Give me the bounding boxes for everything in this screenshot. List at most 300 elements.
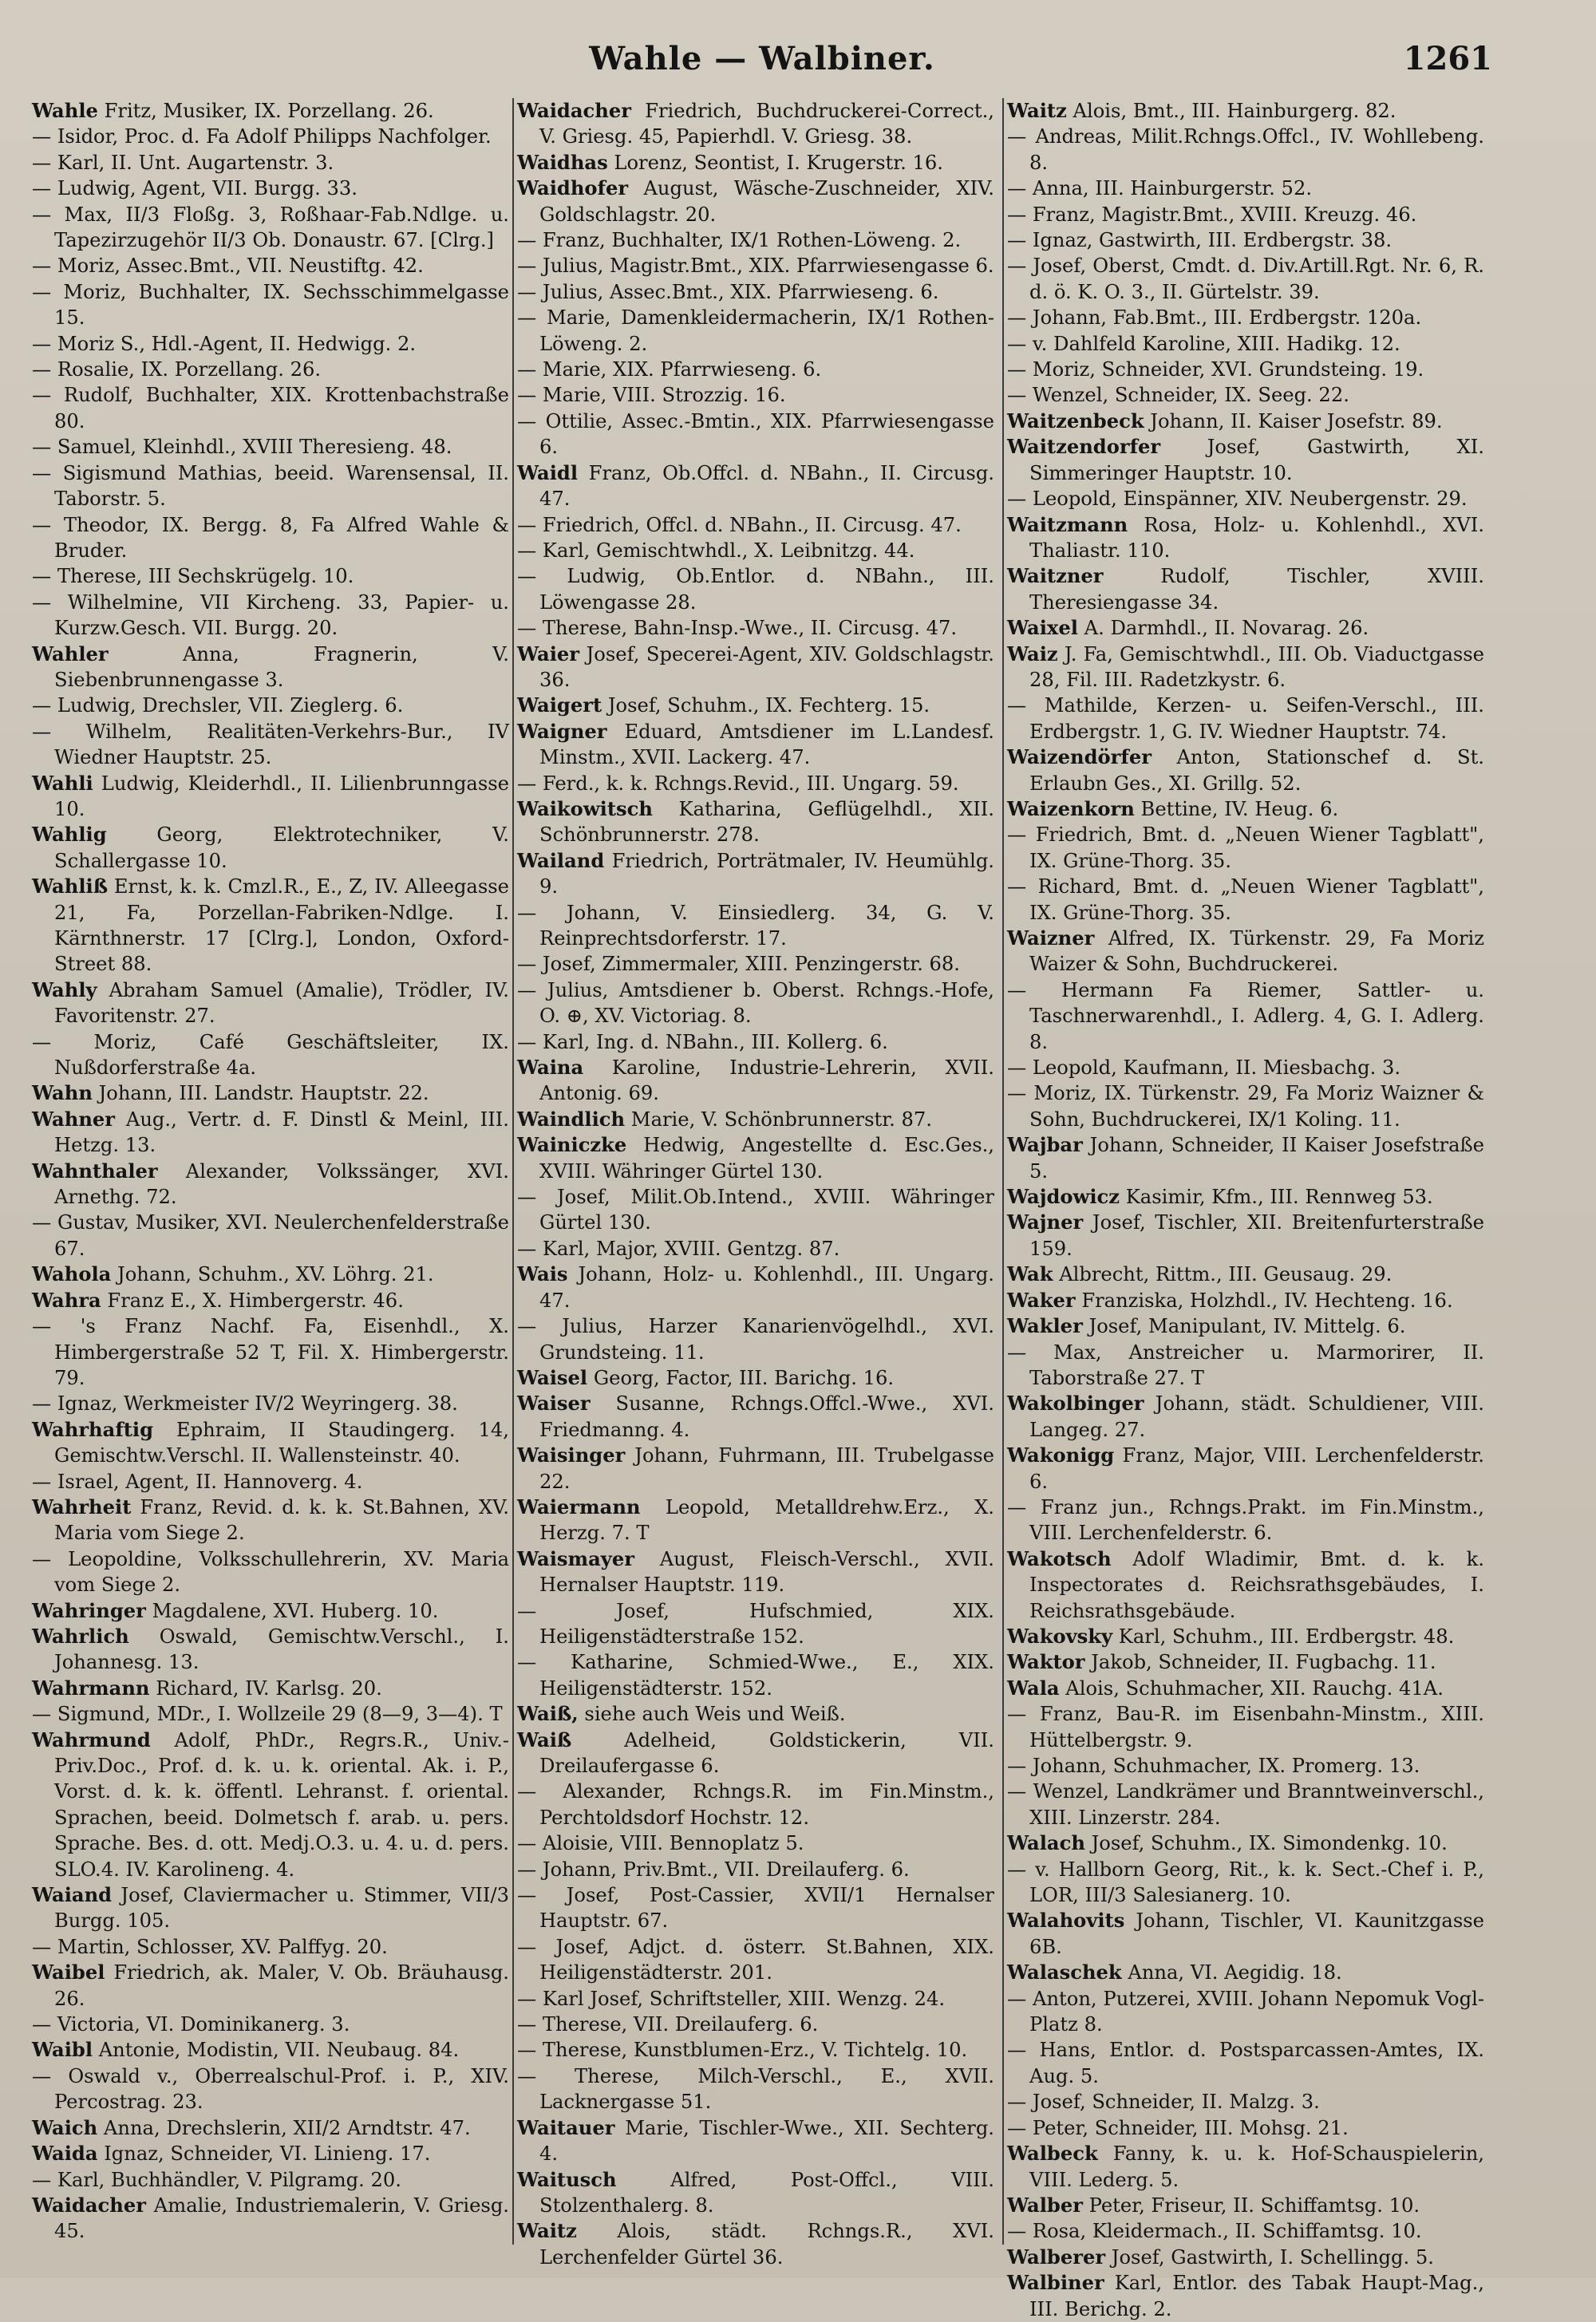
directory-entry — [1007, 563, 1484, 615]
entry-details: Adelheid, Goldstickerin, VII. Dreilaufergasse 6. — [539, 1728, 994, 1777]
entry-surname: Waismayer — [517, 1546, 634, 1570]
directory-entry — [1007, 512, 1484, 564]
entry-details: Peter, Friseur, II. Schiffamtsg. 10. — [1082, 2194, 1420, 2217]
entry-details: Katharina, Geflügelhdl., XII. Schönbrunnerstr. 278. — [539, 797, 994, 847]
entry-details: Johann, Tischler, VI. Kaunitzgasse 6B. — [1029, 1909, 1484, 1958]
entry-surname: Waitzner — [1007, 564, 1104, 588]
entry-surname: Wahnthaler — [32, 1159, 158, 1183]
directory-entry — [1007, 382, 1484, 408]
entry-surname: Waitzendorfer — [1007, 435, 1161, 459]
entry-details: August, Fleisch-Verschl., XVII. Hernalser Hauptstr. 119. — [539, 1547, 994, 1597]
directory-entry — [32, 2063, 509, 2115]
entry-details: Karl, Schuhm., III. Erdbergstr. 48. — [1112, 1625, 1455, 1648]
entry-details: — Johann, V. Einsiedlerg. 34, G. V. Reinprechtsdorferstr. 17. — [517, 901, 994, 950]
directory-entry — [1007, 615, 1484, 641]
directory-entry — [517, 357, 994, 382]
entry-details: — Johann, Priv.Bmt., VII. Dreilauferg. 6. — [517, 1858, 910, 1881]
entry-details: — Josef, Hufschmied, XIX. Heiligenstädterstraße 152. — [517, 1599, 994, 1648]
entry-details: — Katharine, Schmied-Wwe., E., XIX. Heiligenstädterstr. 152. — [517, 1651, 994, 1700]
entry-details: Alfred, IX. Türkenstr. 29, Fa Moriz Waizer & Sohn, Buchdruckerei. — [1029, 927, 1484, 976]
directory-entry — [1007, 1055, 1484, 1080]
entry-surname: Wakler — [1007, 1314, 1083, 1338]
entry-details: — Ignaz, Werkmeister IV/2 Weyringerg. 38. — [32, 1392, 458, 1416]
entry-details: — Leopold, Kaufmann, II. Miesbachg. 3. — [1007, 1056, 1401, 1080]
directory-entry — [1007, 227, 1484, 253]
entry-details: Georg, Elektrotechniker, V. Schallergasse 10. — [54, 823, 509, 872]
directory-entry — [32, 1701, 509, 1727]
entry-details: — Martin, Schlosser, XV. Palffyg. 20. — [32, 1935, 388, 1958]
entry-surname: Waier — [517, 642, 580, 665]
entry-details: Alois, städt. Rchngs.R., XVI. Lerchenfelder Gürtel 36. — [539, 2220, 994, 2269]
entry-surname: Waktor — [1007, 1650, 1085, 1674]
entry-surname: Waiermann — [517, 1495, 641, 1518]
entry-details: J. Fa, Gemischtwhdl., III. Ob. Viaductgasse 28, Fil. III. Radetzkystr. 6. — [1029, 642, 1484, 691]
entry-surname: Waidhas — [517, 150, 608, 174]
directory-entry — [32, 357, 509, 382]
entry-details: — Gustav, Musiker, XVI. Neulerchenfelderstraße 67. — [32, 1211, 509, 1260]
directory-entry — [517, 2012, 994, 2037]
directory-entry — [517, 1546, 994, 1598]
entry-details: — Oswald v., Oberrealschul-Prof. i. P., XIV. Percostrag. 23. — [32, 2064, 509, 2114]
entry-details: Josef, Schuhm., IX. Simondenkg. 10. — [1084, 1832, 1448, 1855]
directory-entry — [1007, 1649, 1484, 1675]
entry-details: Ernst, k. k. Cmzl.R., E., Z, IV. Alleegasse 21, Fa, Porzellan-Fabriken-Ndlge. I. Kärnthnerstr. 17 [Clrg.], London, Oxford-Street 88. — [54, 875, 509, 976]
directory-entry — [32, 1598, 509, 1624]
entry-details: — Moriz S., Hdl.-Agent, II. Hedwigg. 2. — [32, 332, 417, 355]
directory-entry — [32, 124, 509, 149]
directory-entry — [1007, 1391, 1484, 1443]
entry-surname: Waizner — [1007, 926, 1095, 950]
directory-entry — [1007, 822, 1484, 874]
directory-entry — [1007, 693, 1484, 744]
directory-entry — [517, 460, 994, 512]
directory-entry — [517, 538, 994, 563]
entry-surname: Waibl — [32, 2038, 93, 2062]
entry-details: — Max, II/3 Floßg. 3, Roßhaar-Fab.Ndlge. u. Tapezirzugehör II/3 Ob. Donaustr. 67. [Clrg.] — [32, 203, 509, 252]
entry-details: Oswald, Gemischtw.Verschl., I. Johannesg. 13. — [54, 1625, 509, 1674]
directory-entry — [517, 1055, 994, 1107]
directory-entry — [32, 382, 509, 434]
directory-entry — [517, 977, 994, 1029]
directory-entry — [32, 2037, 509, 2063]
entry-details: — Anton, Putzerei, XVIII. Johann Nepomuk Vogl-Platz 8. — [1007, 1987, 1484, 2036]
directory-entry — [1007, 1753, 1484, 1779]
entry-details: Hedwig, Angestellte d. Esc.Ges., XVIII. Währinger Gürtel 130. — [539, 1134, 994, 1183]
directory-entry — [32, 822, 509, 874]
entry-details: Alexander, Volkssänger, XVI. Arnethg. 72. — [54, 1159, 509, 1209]
entry-details: — Therese, Milch-Verschl., E., XVII. Lacknergasse 51. — [517, 2064, 994, 2114]
entry-details: — Moriz, Café Geschäftsleiter, IX. Nußdorferstraße 4a. — [32, 1030, 509, 1080]
directory-entry — [1007, 1080, 1484, 1132]
directory-entry — [1007, 977, 1484, 1055]
entry-details: Friedrich, Porträtmaler, IV. Heumühlg. 9. — [539, 849, 994, 898]
directory-entry — [32, 331, 509, 357]
directory-entry — [517, 642, 994, 693]
directory-entry — [1007, 1701, 1484, 1753]
column-divider — [512, 98, 514, 2245]
entry-details: Johann, Schuhm., XV. Löhrg. 21. — [111, 1263, 434, 1286]
directory-entry — [517, 1934, 994, 1986]
entry-details: Johann, III. Landstr. Hauptstr. 22. — [92, 1082, 429, 1105]
entry-surname: Waiz — [1007, 642, 1058, 665]
directory-entry — [1007, 1210, 1484, 1262]
entry-surname: Wailand — [517, 848, 605, 872]
directory-entry — [517, 1391, 994, 1443]
directory-entry — [32, 642, 509, 693]
entry-details: Bettine, IV. Heug. 6. — [1134, 797, 1339, 820]
directory-entry — [1007, 305, 1484, 330]
entry-details: Anna, Fragnerin, V. Siebenbrunnengasse 3. — [54, 642, 509, 691]
directory-entry — [32, 1728, 509, 1882]
directory-entry — [1007, 1495, 1484, 1546]
directory-entry — [1007, 1546, 1484, 1624]
entry-surname: Waker — [1007, 1288, 1076, 1312]
directory-entry — [32, 1262, 509, 1287]
entry-details: — Therese, Bahn-Insp.-Wwe., II. Circusg. 47. — [517, 617, 958, 640]
directory-entry — [517, 409, 994, 460]
directory-entry — [1007, 1908, 1484, 1960]
directory-entry — [32, 771, 509, 823]
entry-details: — Josef, Schneider, II. Malzg. 3. — [1007, 2091, 1320, 2114]
entry-details: — Julius, Harzer Kanarienvögelhdl., XVI. Grundsteing. 11. — [517, 1315, 994, 1364]
entry-surname: Wahner — [32, 1107, 116, 1131]
entry-details: Josef, Gastwirth, I. Schellingg. 5. — [1105, 2245, 1434, 2269]
entry-surname: Wahola — [32, 1262, 112, 1286]
directory-entry — [32, 1288, 509, 1313]
directory-entry — [32, 279, 509, 331]
directory-entry — [1007, 1443, 1484, 1495]
entry-surname: Waiß, — [517, 1702, 579, 1726]
entry-details: — Rudolf, Buchhalter, XIX. Krottenbachstraße 80. — [32, 384, 509, 432]
entry-details: — Julius, Magistr.Bmt., XIX. Pfarrwiesengasse 6. — [517, 255, 994, 278]
entry-details: Ignaz, Schneider, VI. Linieng. 17. — [97, 2142, 431, 2166]
directory-entry — [1007, 1132, 1484, 1184]
directory-entry — [517, 848, 994, 900]
directory-entry — [1007, 1676, 1484, 1701]
directory-entry — [1007, 486, 1484, 511]
directory-entry — [32, 1882, 509, 1934]
entry-details: — Wilhelm, Realitäten-Verkehrs-Bur., IV Wiedner Hauptstr. 25. — [32, 720, 509, 769]
entry-details: Susanne, Rchngs.Offcl.-Wwe., XVI. Friedmanng. 4. — [539, 1392, 994, 1441]
directory-entry — [517, 2218, 994, 2270]
column-2 — [517, 98, 994, 2269]
directory-entry — [32, 2115, 509, 2141]
entry-details: — Therese, III Sechskrügelg. 10. — [32, 565, 354, 588]
entry-details: Antonie, Modistin, VII. Neubaug. 84. — [93, 2039, 460, 2062]
directory-entry — [32, 1546, 509, 1598]
entry-details: Franziska, Holzhdl., IV. Hechteng. 16. — [1075, 1289, 1453, 1312]
directory-entry — [517, 1236, 994, 1262]
directory-entry — [517, 563, 994, 615]
entry-details: — Mathilde, Kerzen- u. Seifen-Verschl., III. Erdbergstr. 1, G. IV. Wiedner Hauptstr. 74. — [1007, 694, 1484, 743]
directory-entry — [517, 1107, 994, 1132]
directory-entry — [1007, 1340, 1484, 1392]
directory-entry — [517, 305, 994, 357]
entry-surname: Waixel — [1007, 616, 1078, 640]
directory-entry — [1007, 1986, 1484, 2038]
entry-surname: Walberer — [1007, 2245, 1106, 2269]
entry-details: Kasimir, Kfm., III. Rennweg 53. — [1120, 1186, 1433, 1209]
directory-entry — [517, 176, 994, 227]
directory-entry — [517, 150, 994, 176]
entry-details: Anna, Drechslerin, XII/2 Arndtstr. 47. — [97, 2116, 471, 2139]
entry-details: — Karl, Buchhändler, V. Pilgramg. 20. — [32, 2168, 401, 2191]
entry-details: Johann, Holz- u. Kohlenhdl., III. Ungarg. 47. — [539, 1263, 994, 1312]
entry-surname: Walbeck — [1007, 2142, 1098, 2166]
entry-surname: Waidl — [517, 460, 579, 484]
entry-surname: Wahrheit — [32, 1495, 132, 1518]
directory-entry — [32, 1469, 509, 1495]
directory-entry — [517, 1649, 994, 1701]
entry-details: Rudolf, Tischler, XVIII. Theresiengasse 34. — [1029, 565, 1484, 614]
entry-details: — Marie, XIX. Pfarrwieseng. 6. — [517, 358, 822, 381]
entry-details: — Franz, Magistr.Bmt., XVIII. Kreuzg. 46. — [1007, 203, 1417, 226]
entry-details: Friedrich, ak. Maler, V. Ob. Bräuhausg. 26. — [54, 1961, 509, 2010]
entry-details: Leopold, Metalldrehw.Erz., X. Herzg. 7. T — [539, 1495, 994, 1545]
entry-details: — Wilhelmine, VII Kircheng. 33, Papier- u. Kurzw.Gesch. VII. Burgg. 20. — [32, 590, 509, 640]
directory-entry — [1007, 926, 1484, 977]
entry-details: Adolf, PhDr., Regrs.R., Univ.-Priv.Doc., Prof. d. k. u. k. oriental. Ak. i. P., Vorst. d. k. k. öffentl. Lehranst. f. oriental. Sprachen, beeid. Dolmetsch f. arab. u. pers. Sprache. Bes. d. ott. Medj.O.3. u. 4. u. d. pers. SLO.4. IV. Karolineng. 4. — [54, 1728, 509, 1881]
directory-entry — [1007, 2193, 1484, 2218]
directory-entry — [32, 1676, 509, 1701]
directory-entry — [517, 98, 994, 150]
entry-details: Adolf Wladimir, Bmt. d. k. k. Inspectorates d. Reichsrathsgebäudes, I. Reichsrathsgebäude. — [1029, 1547, 1484, 1622]
entry-surname: Wahly — [32, 977, 97, 1001]
entry-details: — Andreas, Milit.Rchngs.Offcl., IV. Wohllebeng. 8. — [1007, 125, 1484, 174]
directory-entry — [517, 2167, 994, 2219]
entry-details: Fanny, k. u. k. Hof-Schauspielerin, VIII. Lederg. 5. — [1029, 2142, 1484, 2191]
entry-details: Ludwig, Kleiderhdl., II. Lilienbrunngasse 10. — [54, 772, 509, 820]
entry-details: — Samuel, Kleinhdl., XVIII Theresieng. 48. — [32, 436, 452, 459]
entry-details: — Karl, Gemischtwhdl., X. Leibnitzg. 44. — [517, 539, 915, 562]
entry-details: Lorenz, Seontist, I. Krugerstr. 16. — [607, 151, 943, 174]
directory-entry — [517, 771, 994, 796]
directory-entry — [32, 2167, 509, 2193]
entry-surname: Wahrmund — [32, 1728, 151, 1751]
entry-details: Anna, VI. Aegidig. 18. — [1121, 1961, 1342, 1984]
entry-surname: Wakovsky — [1007, 1624, 1113, 1648]
directory-entry — [517, 951, 994, 977]
directory-entry — [32, 590, 509, 642]
page-header — [32, 40, 1492, 88]
entry-surname: Waich — [32, 2115, 98, 2139]
entry-surname: Walber — [1007, 2193, 1083, 2217]
entry-details: — Friedrich, Offcl. d. NBahn., II. Circusg. 47. — [517, 513, 962, 536]
directory-entry — [517, 1495, 994, 1546]
entry-surname: Wahrlich — [32, 1624, 129, 1648]
entry-details: Anton, Stationschef d. St. Erlaubn Ges., XI. Grillg. 52. — [1029, 746, 1484, 795]
directory-entry — [32, 98, 509, 124]
directory-entry — [32, 1960, 509, 2012]
directory-entry — [517, 1598, 994, 1650]
directory-entry — [1007, 2115, 1484, 2141]
entry-details: — Karl, Major, XVIII. Gentzg. 87. — [517, 1237, 840, 1260]
entry-details: — Johann, Schuhmacher, IX. Promerg. 13. — [1007, 1755, 1420, 1777]
entry-details: A. Darmhdl., II. Novarag. 26. — [1077, 617, 1369, 640]
directory-entry — [1007, 1960, 1484, 1985]
directory-entry — [1007, 874, 1484, 926]
entry-surname: Wahra — [32, 1288, 101, 1312]
directory-entry — [517, 1830, 994, 1856]
entry-surname: Wakolbinger — [1007, 1392, 1144, 1416]
directory-entry — [1007, 1857, 1484, 1909]
entry-details: Johann, II. Kaiser Josefstr. 89. — [1144, 409, 1443, 432]
entry-details: Karl, Entlor. des Tabak Haupt-Mag., III. Berichg. 2. — [1029, 2272, 1484, 2320]
directory-entry — [517, 1132, 994, 1184]
entry-details: Marie, V. Schönbrunnerstr. 87. — [625, 1108, 932, 1131]
entry-surname: Waisel — [517, 1365, 588, 1389]
directory-entry — [1007, 2037, 1484, 2089]
entry-surname: Waikowitsch — [517, 796, 653, 820]
entry-details: Franz E., X. Himbergerstr. 46. — [101, 1289, 404, 1312]
directory-entry — [1007, 2270, 1484, 2322]
entry-details: — Moriz, Assec.Bmt., VII. Neustiftg. 42. — [32, 255, 424, 278]
entry-details: — 's Franz Nachf. Fa, Eisenhdl., X. Himbergerstraße 52 T, Fil. X. Himbergerstr. 79. — [32, 1315, 509, 1389]
entry-details: — Victoria, VI. Dominikanerg. 3. — [32, 2013, 350, 2036]
entry-details: — Therese, VII. Dreilauferg. 6. — [517, 2013, 819, 2036]
directory-entry — [517, 1313, 994, 1365]
directory-entry — [517, 1779, 994, 1830]
directory-entry — [32, 1313, 509, 1391]
entry-surname: Wahrmann — [32, 1676, 150, 1700]
directory-entry — [517, 1262, 994, 1313]
entry-details: — Josef, Oberst, Cmdt. d. Div.Artill.Rgt. Nr. 6, R. d. ö. K. O. 3., II. Gürtelstr. 39. — [1007, 255, 1484, 303]
directory-entry — [517, 1029, 994, 1055]
directory-entry — [32, 1080, 509, 1106]
entry-surname: Waizenkorn — [1007, 796, 1135, 820]
entry-surname: Waisinger — [517, 1443, 626, 1467]
entry-details: Fritz, Musiker, IX. Porzellang. 26. — [97, 100, 434, 122]
entry-details: — Moriz, Buchhalter, IX. Sechsschimmelgasse 15. — [32, 280, 509, 330]
entry-surname: Waidhofer — [517, 176, 629, 200]
entry-surname: Waiser — [517, 1392, 591, 1416]
directory-entry — [32, 874, 509, 977]
directory-entry — [517, 1986, 994, 2012]
entry-surname: Wala — [1007, 1676, 1060, 1700]
directory-entry — [1007, 1779, 1484, 1830]
directory-entry — [1007, 1262, 1484, 1287]
page-number: 1261 — [1403, 40, 1492, 77]
entry-details: Alfred, Post-Offcl., VIII. Stolzenthalerg. 8. — [539, 2168, 994, 2217]
entry-details: Ephraim, II Staudingerg. 14, Gemischtw.Verschl. II. Wallensteinstr. 40. — [54, 1418, 509, 1467]
entry-details: — Leopoldine, Volksschullehrerin, XV. Maria vom Siege 2. — [32, 1547, 509, 1597]
entry-details: — Moriz, Schneider, XVI. Grundsteing. 19. — [1007, 358, 1424, 381]
entry-details: Eduard, Amtsdiener im L.Landesf. Minstm., XVII. Lackerg. 47. — [539, 720, 994, 769]
entry-details: — Franz, Buchhalter, IX/1 Rothen-Löweng. 2. — [517, 229, 962, 252]
directory-entry — [1007, 124, 1484, 176]
entry-details: — Richard, Bmt. d. „Neuen Wiener Tagblatt", IX. Grüne-Thorg. 35. — [1007, 875, 1484, 924]
directory-entry — [32, 693, 509, 718]
entry-details: Alois, Bmt., III. Hainburgerg. 82. — [1066, 100, 1396, 122]
entry-surname: Wahli — [32, 771, 93, 795]
directory-entry — [32, 460, 509, 512]
column-1 — [32, 98, 509, 2253]
entry-details: — Ferd., k. k. Rchngs.Revid., III. Ungarg. 59. — [517, 772, 959, 795]
entry-surname: Wakonigg — [1007, 1443, 1115, 1467]
entry-details: — Ottilie, Assec.-Bmtin., XIX. Pfarrwiesengasse 6. — [517, 409, 994, 459]
directory-entry — [32, 1934, 509, 1960]
directory-entry — [517, 1365, 994, 1391]
directory-entry — [32, 2193, 509, 2245]
entry-details: Alois, Schuhmacher, XII. Rauchg. 41A. — [1059, 1676, 1444, 1700]
entry-details: — Ignaz, Gastwirth, III. Erdbergstr. 38. — [1007, 229, 1393, 252]
entry-details: — Anna, III. Hainburgerstr. 52. — [1007, 177, 1313, 200]
directory-entry — [32, 2141, 509, 2166]
entry-surname: Wahn — [32, 1081, 93, 1105]
entry-details: Josef, Manipulant, IV. Mittelg. 6. — [1082, 1315, 1406, 1338]
directory-entry — [32, 202, 509, 254]
directory-entry — [32, 512, 509, 564]
directory-entry — [1007, 744, 1484, 796]
directory-entry — [517, 693, 994, 718]
directory-entry — [32, 150, 509, 176]
entry-details: Abraham Samuel (Amalie), Trödler, IV. Favoritenstr. 27. — [54, 978, 509, 1028]
directory-entry — [32, 176, 509, 201]
directory-entry — [1007, 202, 1484, 227]
entry-details: — Rosa, Kleidermach., II. Schiffamtsg. 10. — [1007, 2220, 1422, 2243]
entry-details: Marie, Tischler-Wwe., XII. Sechterg. 4. — [539, 2116, 994, 2166]
entry-surname: Walahovits — [1007, 1909, 1125, 1933]
entry-details: Josef, Schuhm., IX. Fechterg. 15. — [602, 694, 930, 717]
directory-entry — [517, 719, 994, 771]
entry-details: — Peter, Schneider, III. Mohsg. 21. — [1007, 2116, 1349, 2139]
entry-surname: Waizendörfer — [1007, 745, 1152, 769]
entry-details: — Rosalie, IX. Porzellang. 26. — [32, 358, 322, 381]
entry-details: Johann, städt. Schuldiener, VIII. Langeg. 27. — [1029, 1392, 1484, 1441]
entry-details: Georg, Factor, III. Barichg. 16. — [587, 1366, 895, 1389]
directory-entry — [1007, 176, 1484, 201]
directory-entry — [517, 1184, 994, 1236]
directory-entry — [32, 2012, 509, 2037]
entry-surname: Waitz — [517, 2219, 577, 2243]
entry-surname: Wahler — [32, 642, 109, 665]
directory-entry — [32, 253, 509, 278]
entry-surname: Wajner — [1007, 1210, 1084, 1234]
entry-details: — Franz, Bau-R. im Eisenbahn-Minstm., XIII. Hüttelbergstr. 9. — [1007, 1703, 1484, 1751]
entry-details: Friedrich, Buchdruckerei-Correct., V. Griesg. 45, Papierhdl. V. Griesg. 38. — [539, 100, 994, 148]
entry-surname: Wajdowicz — [1007, 1185, 1120, 1209]
directory-entry — [1007, 331, 1484, 357]
entry-details: — Josef, Milit.Ob.Intend., XVIII. Währinger Gürtel 130. — [517, 1186, 994, 1234]
entry-details: August, Wäsche-Zuschneider, XIV. Goldschlagstr. 20. — [539, 177, 994, 226]
entry-surname: Walach — [1007, 1831, 1085, 1855]
entry-surname: Waigert — [517, 693, 602, 717]
entry-surname: Walbiner — [1007, 2271, 1104, 2295]
directory-entry — [32, 1159, 509, 1210]
directory-entry — [1007, 434, 1484, 486]
entry-surname: Wak — [1007, 1262, 1053, 1286]
entry-details: — Aloisie, VIII. Bennoplatz 5. — [517, 1832, 804, 1855]
directory-entry — [1007, 2245, 1484, 2270]
entry-details: Josef, Tischler, XII. Breitenfurterstraße 159. — [1029, 1211, 1484, 1260]
entry-details: — Josef, Post-Cassier, XVII/1 Hernalser Hauptstr. 67. — [517, 1884, 994, 1933]
directory-entry — [32, 1495, 509, 1546]
entry-surname: Waibel — [32, 1961, 105, 1984]
entry-surname: Wahlig — [32, 823, 107, 847]
entry-details: — Josef, Zimmermaler, XIII. Penzingerstr. 68. — [517, 953, 960, 976]
directory-entry — [517, 512, 994, 538]
entry-details: — Therese, Kunstblumen-Erz., V. Tichtelg. 10. — [517, 2039, 968, 2062]
entry-details: Franz, Major, VIII. Lerchenfelderstr. 6. — [1029, 1444, 1484, 1493]
entry-details: — Josef, Adjct. d. österr. St.Bahnen, XIX. Heiligenstädterstr. 201. — [517, 1935, 994, 1984]
running-head: Wahle — Walbiner. — [589, 40, 935, 77]
entry-details: — v. Dahlfeld Karoline, XIII. Hadikg. 12. — [1007, 332, 1400, 355]
directory-entry — [1007, 409, 1484, 434]
directory-entry — [1007, 2218, 1484, 2244]
entry-surname: Wakotsch — [1007, 1546, 1112, 1570]
entry-details: — Alexander, Rchngs.R. im Fin.Minstm., Perchtoldsdorf Hochstr. 12. — [517, 1780, 994, 1829]
directory-entry — [32, 1391, 509, 1416]
